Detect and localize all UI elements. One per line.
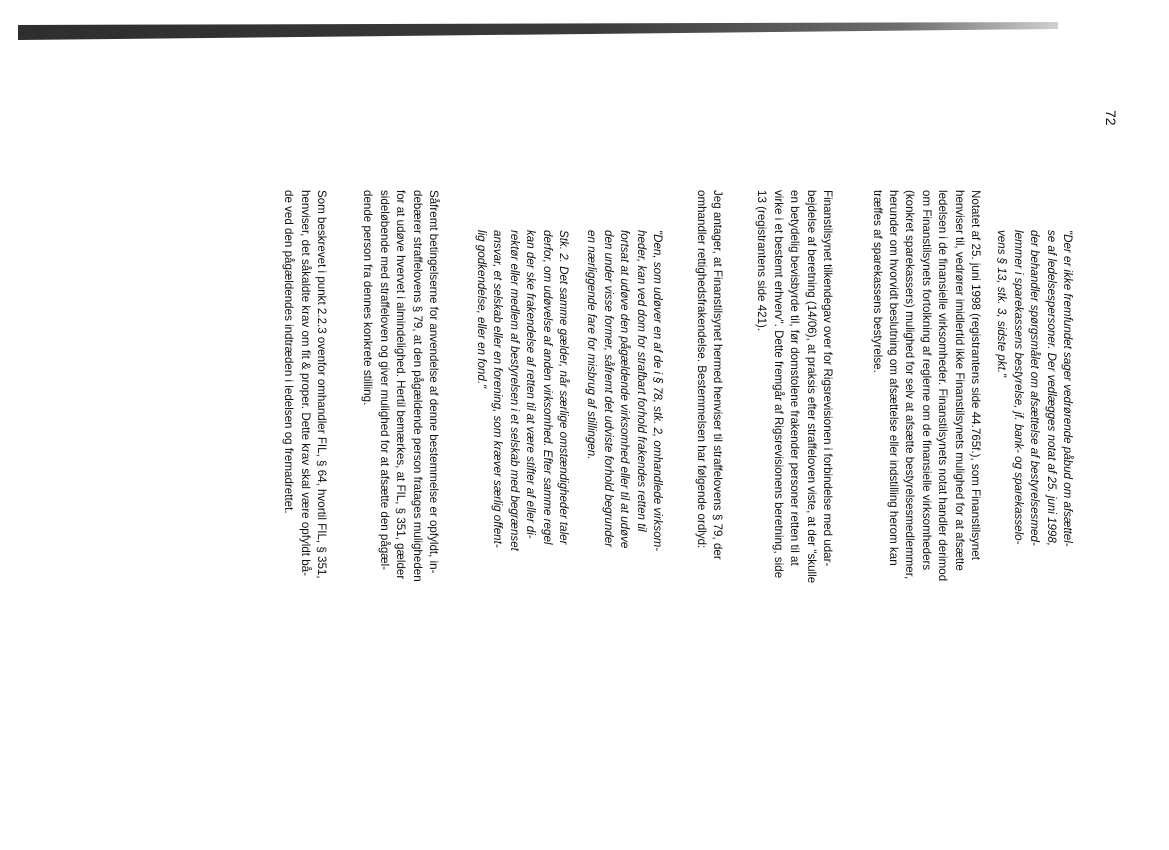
text-line: bejdelse af beretning (14/06), at praksis efter straffeloven viste, at der "skulle bbox=[804, 190, 818, 584]
quote-block-1 bbox=[993, 230, 1075, 810]
text-line: ledelsen i de finansielle virksomheder. Finanstilsynets notat handler derimod bbox=[936, 190, 950, 582]
text-line: der behandler spørgsmålet om afsættelse af bestyrelsesmed- bbox=[1028, 230, 1042, 546]
text-line: "Der er ikke fremfundet sager vedrørende påbud om afsættel- bbox=[1061, 230, 1074, 547]
text-line: (konkret sparekassers) mulighed for selv at afsætte bestyrelsesmedlemmer, bbox=[903, 190, 917, 580]
text-line: den under visse former, såfremt det udviste forhold begrunder bbox=[601, 230, 615, 548]
text-line: sideløbende med straffeloven og giver mulighed for at afsætte den pågæl- bbox=[377, 190, 391, 571]
paragraph-7 bbox=[359, 190, 441, 850]
text-line: virke i et bestemt erhverv". Dette fremgår af Rigsrevisionens beretning, side bbox=[771, 190, 785, 579]
text-line: Finanstilsynet tilkendegav over for Rigsrevisionen i forbindelse med udar- bbox=[821, 190, 834, 567]
quote-block-6 bbox=[473, 230, 571, 810]
text-line: træffes af sparekassens bestyrelse. bbox=[870, 190, 884, 373]
text-line: Jeg antager, at Finanstilsynet hermed henviser til straffelovens § 79, der bbox=[711, 190, 724, 560]
paragraph-2 bbox=[868, 190, 983, 850]
text-line: heder, kan ved dom for strafbart forhold frakendes retten til bbox=[634, 230, 648, 532]
paragraph-8 bbox=[280, 190, 329, 850]
text-line: 13 (registrantens side 421). bbox=[755, 190, 769, 332]
text-line: henviser til, vedrører imidlertid ikke Finanstilsynets mulighed for at afsætte bbox=[952, 190, 966, 571]
text-line: henviser, det såkaldte krav om fit & proper. Dette krav skal være opfyldt bå- bbox=[298, 190, 312, 576]
text-line: fortsat at udøve den pågældende virksomhed eller til at udøve bbox=[618, 230, 632, 549]
text-line: Som beskrevet i punkt 2.2.3 ovenfor omhandler FIL, § 64, hvortil FIL, § 351, bbox=[315, 190, 328, 579]
text-line: "Den, som udøver en af de i § 78, stk. 2, omhandlede virksom- bbox=[651, 230, 664, 552]
text-line: om Finanstilsynets fortolkning af reglerne om de finansielle virksomheders bbox=[919, 190, 933, 571]
text-line: debærer straffelovens § 79, at den pågældende person fratages muligheden bbox=[410, 190, 424, 582]
text-line: vens § 13, stk. 3, sidste pkt." bbox=[995, 230, 1009, 378]
text-line: lig godkendelse, eller en fond." bbox=[474, 230, 488, 389]
text-line: omhandler rettighedsfrakendelse. Bestemmelsen har følgende ordlyd: bbox=[694, 190, 708, 549]
text-line: lemmer i sparekassens bestyrelse, jf. bank- og sparekasselo- bbox=[1011, 230, 1025, 545]
text-line: ansvar, et selskab eller en forening, som kræver særlig offent- bbox=[491, 230, 505, 548]
text-line: Notatet af 25. juni 1998 (registrantens side 44.765f.), som Finanstilsynet bbox=[969, 190, 982, 560]
text-line: en nærliggende fare for misbrug af stillingen. bbox=[585, 230, 599, 460]
scan-edge-bar bbox=[18, 20, 1058, 40]
paragraph-4 bbox=[692, 190, 725, 850]
text-line: derfor, om udøvelse af anden virksomhed. Efter samme regel bbox=[540, 230, 554, 545]
text-line: dende person fra dennes konkrete stilling. bbox=[361, 190, 375, 406]
text-line: rektør eller medlem af bestyrelsen i et selskab med begrænset bbox=[507, 230, 521, 551]
text-line: Stk. 2. Det samme gælder, når særlige omstændigheder taler bbox=[557, 230, 570, 545]
paragraph-3 bbox=[753, 190, 835, 850]
text-line: herunder om hvorvidt beslutning om afsættelse eller indstilling herom kan bbox=[886, 190, 900, 566]
text-line: de ved den pågældendes indtræden i ledelsen og fremadrettet. bbox=[282, 190, 296, 514]
text-line: kan der ske frakendelse af retten til at være stifter af eller di- bbox=[524, 230, 538, 539]
text-line: se af ledelsespersoner. Der vedlægges notat af 25. juni 1998, bbox=[1044, 230, 1058, 547]
text-line: for at udøve hvervet i almindelighed. Hertil bemærkes, at FIL, § 351, gælder bbox=[394, 190, 408, 580]
quote-block-5 bbox=[583, 230, 665, 810]
text-line: Såfremt betingelserne for anvendelse af denne bestemmelse er opfyldt, in- bbox=[427, 190, 440, 574]
page-number: 72 bbox=[1103, 110, 1119, 126]
text-line: en betydelig bevisbyrde til, før domstolene frakender personer retten til at bbox=[788, 190, 802, 566]
